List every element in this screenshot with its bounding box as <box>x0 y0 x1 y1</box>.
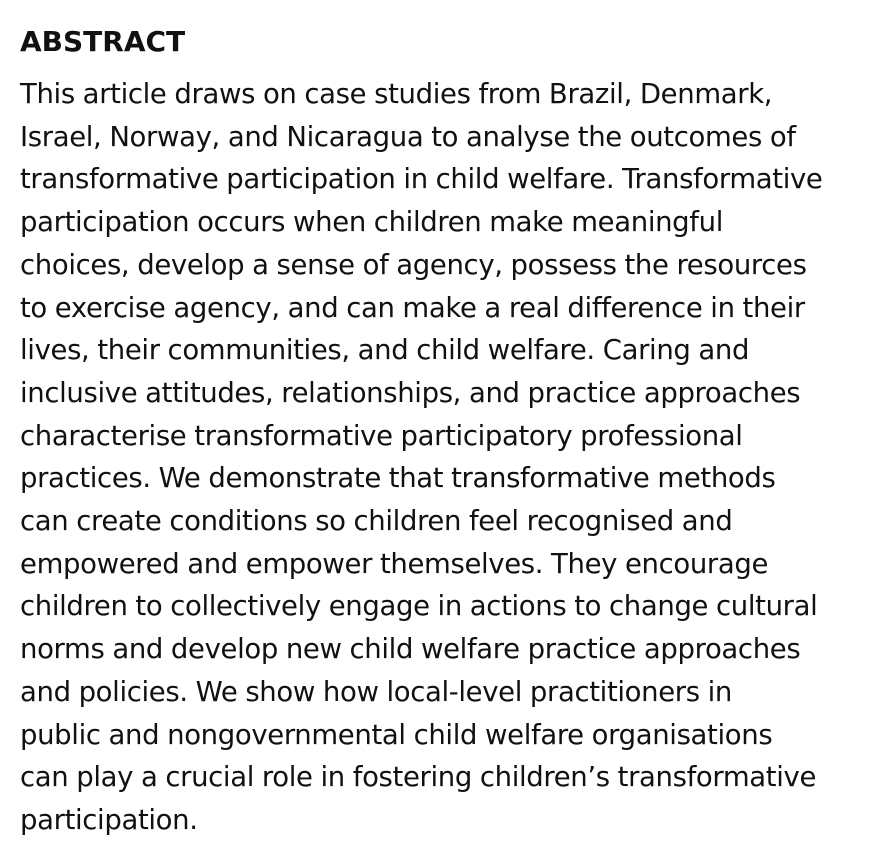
abstract-line: Israel, Norway, and Nicaragua to analyse the outcomes of <box>20 120 796 153</box>
abstract-body <box>20 73 870 842</box>
abstract-line: can create conditions so children feel recognised and <box>20 505 733 538</box>
abstract-line: children to collectively engage in actions to change cultural <box>20 590 818 623</box>
abstract-line: participation occurs when children make meaningful <box>20 206 723 239</box>
abstract-line: to exercise agency, and can make a real difference in their <box>20 291 805 324</box>
abstract-line: lives, their communities, and child welfare. Caring and <box>20 334 750 367</box>
abstract-line: characterise transformative participatory professional <box>20 419 743 452</box>
abstract-line: choices, develop a sense of agency, possess the resources <box>20 248 807 281</box>
abstract-line: participation. <box>20 803 198 836</box>
abstract-line: can play a crucial role in fostering children’s transformative <box>20 761 817 794</box>
abstract-line: transformative participation in child welfare. Transformative <box>20 163 823 196</box>
abstract-heading: ABSTRACT <box>20 25 186 58</box>
abstract-line: empowered and empower themselves. They encourage <box>20 547 769 580</box>
abstract-line: practices. We demonstrate that transformative methods <box>20 462 776 495</box>
abstract-line: public and nongovernmental child welfare organisations <box>20 718 773 751</box>
abstract-line: and policies. We show how local-level practitioners in <box>20 675 733 708</box>
abstract-line: inclusive attitudes, relationships, and practice approaches <box>20 376 801 409</box>
abstract-line: This article draws on case studies from Brazil, Denmark, <box>20 78 773 110</box>
abstract-line: norms and develop new child welfare practice approaches <box>20 633 801 666</box>
